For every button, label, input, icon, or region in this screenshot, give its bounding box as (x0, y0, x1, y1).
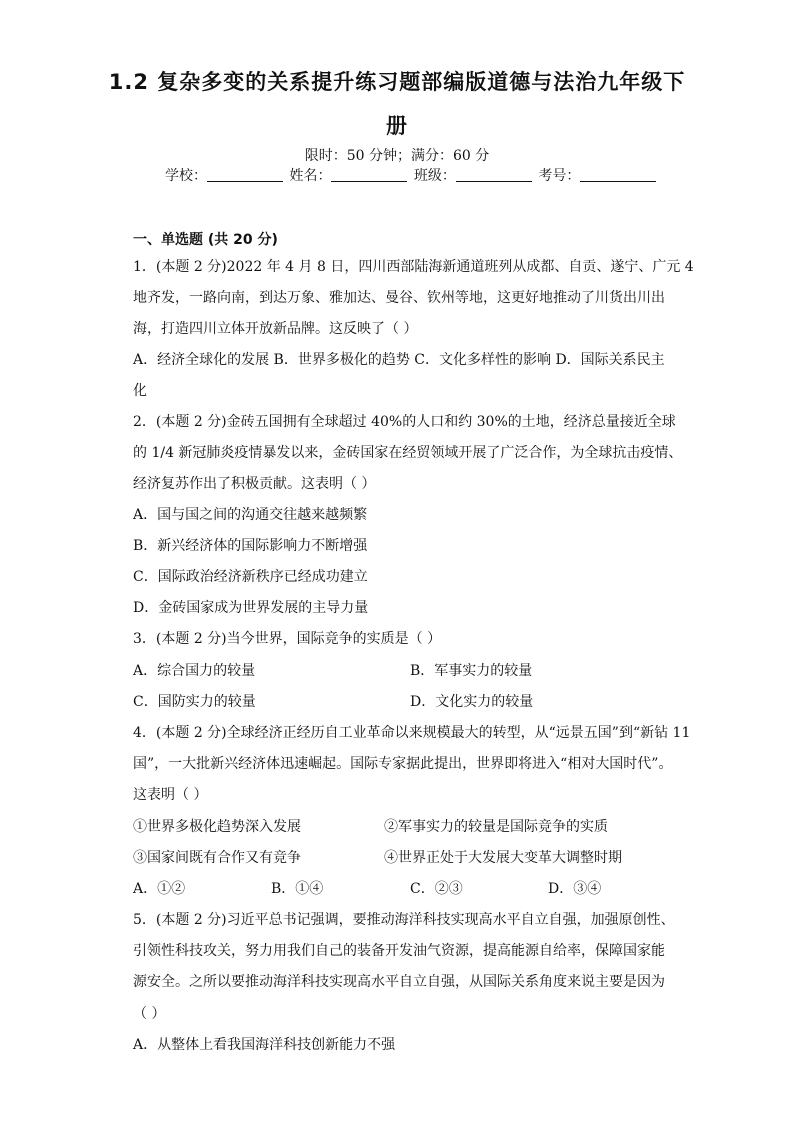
question-text: 源安全。之所以要推动海洋科技实现高水平自立自强，从国际关系角度来说主要是因为 (133, 974, 665, 990)
question-text: 1．(本题 2 分)2022 年 4 月 8 日，四川西部陆海新通道班列从成都、自贡、遂宁、广元 4 (133, 259, 694, 275)
question-text: 5．(本题 2 分)习近平总书记强调，要推动海洋科技实现高水平自立自强，加强原创性、 (133, 912, 675, 928)
number-blank[interactable] (580, 167, 656, 182)
student-info-row (165, 165, 658, 185)
option-b: B．①④ (271, 881, 324, 897)
section-heading: 一、单选题 (共 20 分) (133, 232, 278, 248)
page-title-continued: 册 (386, 114, 408, 138)
school-blank[interactable] (207, 167, 283, 182)
statement-3: ③国家间既有合作又有竞争 (133, 850, 301, 866)
option-c: C．国际政治经济新秩序已经成功建立 (133, 569, 368, 585)
question-text: 经济复苏作出了积极贡献。这表明（ ） (133, 476, 376, 492)
option-c: C．国防实力的较量 (133, 694, 256, 710)
name-blank[interactable] (331, 167, 407, 182)
option-d: D．文化实力的较量 (410, 694, 534, 710)
question-options: 化 (133, 383, 147, 399)
class-label: 班级： (413, 168, 456, 184)
option-a: A．综合国力的较量 (133, 663, 256, 679)
question-text: 国”，一大批新兴经济体迅速崛起。国际专家据此提出，世界即将进入“相对大国时代”。 (133, 756, 673, 772)
school-label: 学校： (165, 168, 207, 184)
statement-2: ②军事实力的较量是国际竞争的实质 (384, 819, 608, 835)
option-b: B．新兴经济体的国际影响力不断增强 (133, 538, 368, 554)
option-d: D．③④ (548, 881, 602, 897)
class-blank[interactable] (456, 167, 532, 182)
option-a: A．从整体上看我国海洋科技创新能力不强 (133, 1037, 396, 1053)
question-text: 4．(本题 2 分)全球经济正经历自工业革命以来规模最大的转型，从“远景五国”到“新钻 11 (133, 725, 691, 741)
statement-1: ①世界多极化趋势深入发展 (133, 819, 301, 835)
name-label: 姓名： (289, 168, 332, 184)
question-text: 海，打造四川立体开放新品牌。这反映了（ ） (133, 321, 418, 337)
question-text: 3．(本题 2 分)当今世界，国际竞争的实质是（ ） (133, 631, 442, 647)
option-a: A．①② (133, 881, 186, 897)
question-text: 的 1/4 新冠肺炎疫情暴发以来，金砖国家在经贸领域开展了广泛合作，为全球抗击疫情、 (133, 445, 683, 461)
question-text: 这表明（ ） (133, 787, 208, 803)
page-title: 1.2 复杂多变的关系提升练习题部编版道德与法治九年级下 (108, 70, 686, 94)
question-text: 引领性科技攻关，努力用我们自己的装备开发油气资源，提高能源自给率，保障国家能 (133, 943, 665, 959)
question-options: A．经济全球化的发展 B．世界多极化的趋势 C．文化多样性的影响 D．国际关系民主 (133, 352, 665, 368)
option-a: A．国与国之间的沟通交往越来越频繁 (133, 507, 368, 523)
question-text: 2．(本题 2 分)金砖五国拥有全球超过 40%的人口和约 30%的土地，经济总量接近全球 (133, 414, 676, 430)
option-d: D．金砖国家成为世界发展的主导力量 (133, 600, 369, 616)
question-text: （ ） (133, 1006, 166, 1022)
statement-4: ④世界正处于大发展大变革大调整时期 (384, 850, 622, 866)
number-label: 考号： (538, 168, 581, 184)
time-score-info: 限时：50 分钟；满分：60 分 (304, 148, 490, 164)
option-c: C．②③ (410, 881, 463, 897)
question-text: 地齐发，一路向南，到达万象、雅加达、曼谷、钦州等地，这更好地推动了川货出川出 (133, 290, 665, 306)
option-b: B．军事实力的较量 (410, 663, 533, 679)
